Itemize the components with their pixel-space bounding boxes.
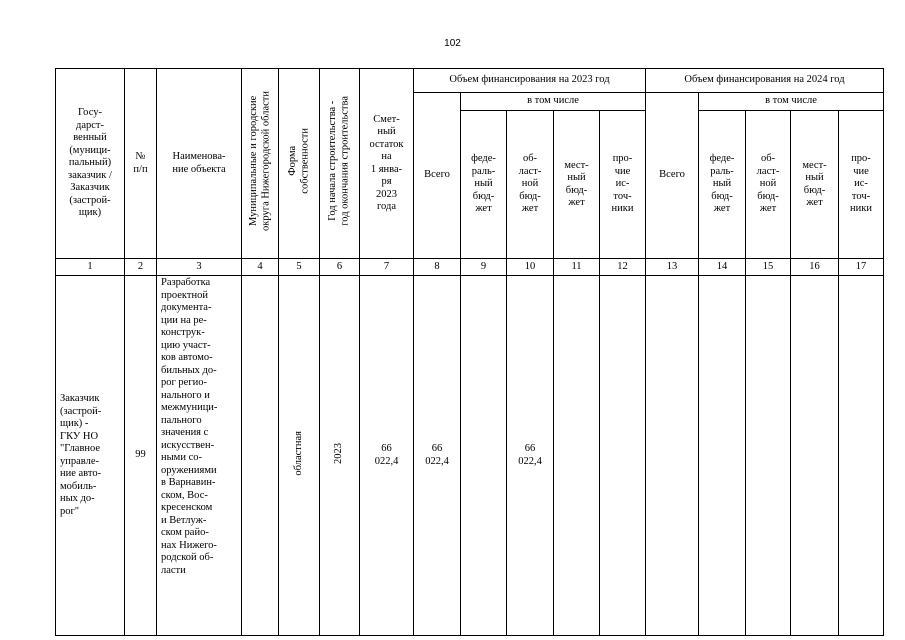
header-incl-2023: в том числе <box>461 93 646 111</box>
page-number: 102 <box>444 38 461 49</box>
financing-table <box>55 68 884 636</box>
cell-customer: Заказчик (застрой- щик) - ГКУ НО "Главное управле- ние авто- мобиль- ных до- рог" <box>56 276 125 636</box>
column-number: 8 <box>414 259 461 276</box>
header-estimate: Смет- ный остаток на 1 янва- ря 2023 года <box>360 69 414 259</box>
cell-regional-2024 <box>746 276 791 636</box>
column-number: 17 <box>839 259 884 276</box>
cell-num: 99 <box>125 276 157 636</box>
column-number: 5 <box>279 259 320 276</box>
header-total-2024: Всего <box>646 93 699 259</box>
column-number: 12 <box>600 259 646 276</box>
column-number: 14 <box>699 259 746 276</box>
column-number: 2 <box>125 259 157 276</box>
header-fin-2024: Объем финансирования на 2024 год <box>646 69 884 93</box>
table-row <box>56 276 884 636</box>
column-number: 11 <box>554 259 600 276</box>
header-years: Год начала строительства - год окончания строительства <box>320 69 360 259</box>
cell-regional-2023: 66 022,4 <box>507 276 554 636</box>
header-other-2023: про- чие ис- точ- ники <box>600 111 646 259</box>
cell-other-2023 <box>600 276 646 636</box>
cell-local-2024 <box>791 276 839 636</box>
column-number: 16 <box>791 259 839 276</box>
column-number: 9 <box>461 259 507 276</box>
header-num: № п/п <box>125 69 157 259</box>
header-object-name: Наименова- ние объекта <box>157 69 242 259</box>
column-number-row <box>56 259 884 276</box>
column-number: 7 <box>360 259 414 276</box>
header-incl-2024: в том числе <box>699 93 884 111</box>
cell-estimate: 66 022,4 <box>360 276 414 636</box>
cell-object-name: Разработка проектной документа- ции на ре- конструк- цию участ- ков автомо- бильных до- рог регио- нального и межмуници- пального значения с искусствен- ными со- оружениями в Варнавин- ском, Вос- кресенском и Ветлуж- ском райо- нах Нижего- родской об- ласти <box>157 276 242 636</box>
cell-total-2024 <box>646 276 699 636</box>
header-other-2024: про- чие ис- точ- ники <box>839 111 884 259</box>
header-customer: Госу- дарст- венный (муници- пальный) заказчик / Заказчик (застрой- щик) <box>56 69 125 259</box>
header-ownership: Форма собственности <box>279 69 320 259</box>
column-number: 10 <box>507 259 554 276</box>
cell-other-2024 <box>839 276 884 636</box>
header-federal-2024: феде- раль- ный бюд- жет <box>699 111 746 259</box>
column-number: 13 <box>646 259 699 276</box>
column-number: 3 <box>157 259 242 276</box>
header-local-2024: мест- ный бюд- жет <box>791 111 839 259</box>
header-total-2023: Всего <box>414 93 461 259</box>
header-regional-2023: об- ласт- ной бюд- жет <box>507 111 554 259</box>
header-federal-2023: феде- раль- ный бюд- жет <box>461 111 507 259</box>
cell-local-2023 <box>554 276 600 636</box>
cell-districts <box>242 276 279 636</box>
column-number: 6 <box>320 259 360 276</box>
column-number: 1 <box>56 259 125 276</box>
cell-total-2023: 66 022,4 <box>414 276 461 636</box>
cell-ownership: областная <box>279 276 320 636</box>
cell-years: 2023 <box>320 276 360 636</box>
header-districts: Муниципальные и городские округа Нижегородской области <box>242 69 279 259</box>
header-regional-2024: об- ласт- ной бюд- жет <box>746 111 791 259</box>
column-number: 4 <box>242 259 279 276</box>
header-local-2023: мест- ный бюд- жет <box>554 111 600 259</box>
header-fin-2023: Объем финансирования на 2023 год <box>414 69 646 93</box>
cell-federal-2024 <box>699 276 746 636</box>
column-number: 15 <box>746 259 791 276</box>
cell-federal-2023 <box>461 276 507 636</box>
